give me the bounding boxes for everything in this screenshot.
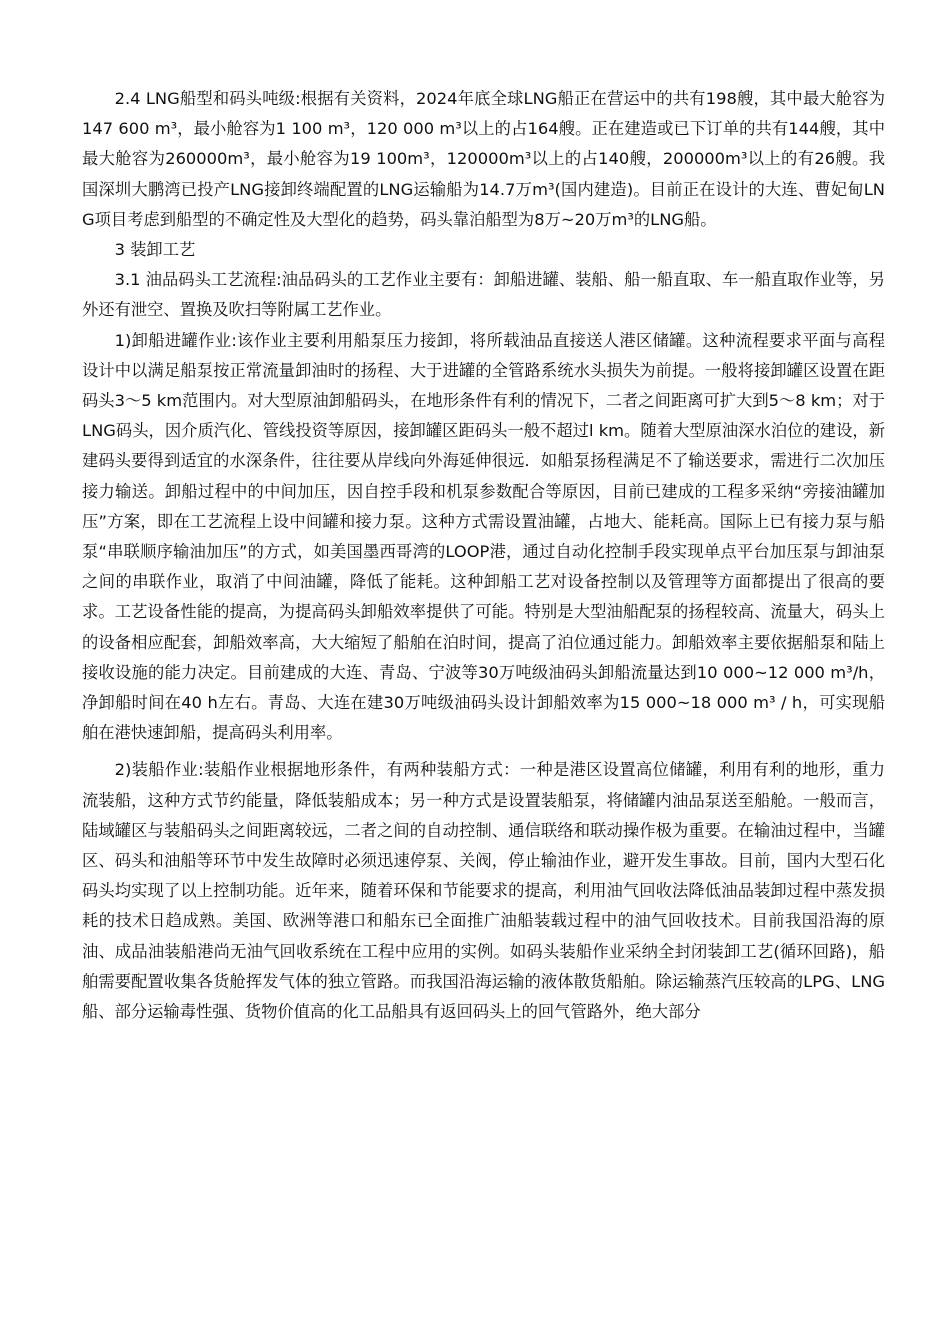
paragraph-text: 3.1 油品码头工艺流程:油品码头的工艺作业主要有：卸船进罐、装船、船一船直取、车一船直取作业等，另外还有泄空、置换及吹扫等附属工艺作业。 xyxy=(82,270,885,320)
paragraph-oil-terminal-process xyxy=(82,265,885,325)
document-page xyxy=(82,84,885,1027)
paragraph-unloading-operation xyxy=(82,326,885,749)
section-heading-loading-process xyxy=(82,235,885,265)
heading-text: 3 装卸工艺 xyxy=(114,240,196,260)
paragraph-loading-operation xyxy=(82,755,885,1027)
paragraph-lng-ship-types xyxy=(82,84,885,235)
paragraph-text: 1)卸船进罐作业:该作业主要利用船泵压力接卸，将所载油品直接送人港区储罐。这种流程要求平面与高程设计中以满足船泵按正常流量卸油时的扬程、大于进罐的全管路系统水头损失为前提。一般将接卸罐区设置在距码头3～5 km范围内。对大型原油卸船码头，在地形条件有利的情况下，二者之间距离可扩大到5～8 km；对于LNG码头，因介质汽化、管线投资等原因，接卸罐区距码头一般不超过l km。随着大型原油深水泊位的建设，新建码头要得到适宜的水深条件，往往要从岸线向外海延伸很远．如船泵扬程满足不了输送要求，需进行二次加压接力输送。卸船过程中的中间加压，因自控手段和机泵参数配合等原因，目前已建成的工程多采纳“旁接油罐加压”方案，即在工艺流程上设中间罐和接力泵。这种方式需设置油罐，占地大、能耗高。国际上已有接力泵与船泵“串联顺序输油加压”的方式，如美国墨西哥湾的LOOP港，通过自动化控制手段实现单点平台加压泵与卸油泵之间的串联作业，取消了中间油罐，降低了能耗。这种卸船工艺对设备控制以及管理等方面都提出了很高的要求。工艺设备性能的提高，为提高码头卸船效率提供了可能。特别是大型油船配泵的扬程较高、流量大，码头上的设备相应配套，卸船效率高，大大缩短了船舶在泊时间，提高了泊位通过能力。卸船效率主要依据船泵和陆上接收设施的能力决定。目前建成的大连、青岛、宁波等30万吨级油码头卸船流量达到10 000~12 000 m³/h，净卸船时间在40 h左右。青岛、大连在建30万吨级油码头设计卸船效率为15 000~18 000 m³ / h，可实现船舶在港快速卸船，提高码头利用率。 xyxy=(82,330,885,743)
paragraph-text: 2.4 LNG船型和码头吨级:根据有关资料，2024年底全球LNG船正在营运中的共有198艘，其中最大舱容为147 600 m³，最小舱容为1 100 m³，120 000 m³以上的占164艘。正在建造或已下订单的共有144艘，其中最大舱容为260000m³，最小舱容为19 100m³，120000m³以上的占140艘，200000m³以上的有26艘。我国深圳大鹏湾已投产LNG接卸终端配置的LNG运输船为14.7万m³(国内建造)。目前正在设计的大连、曹妃甸LNG项目考虑到船型的不确定性及大型化的趋势，码头靠泊船型为8万~20万m³的LNG船。 xyxy=(82,89,885,229)
paragraph-text: 2)装船作业:装船作业根据地形条件，有两种装船方式：一种是港区设置高位储罐，利用有利的地形，重力流装船，这种方式节约能量，降低装船成本；另一种方式是设置装船泵，将储罐内油品泵送至船舱。一般而言，陆域罐区与装船码头之间距离较远，二者之间的自动控制、通信联络和联动操作极为重要。在输油过程中，当罐区、码头和油船等环节中发生故障时必须迅速停泵、关阀，停止输油作业，避开发生事故。目前，国内大型石化码头均实现了以上控制功能。近年来，随着环保和节能要求的提高，利用油气回收法降低油品装卸过程中蒸发损耗的技术日趋成熟。美国、欧洲等港口和船东已全面推广油船装载过程中的油气回收技术。目前我国沿海的原油、成品油装船港尚无油气回收系统在工程中应用的实例。如码头装船作业采纳全封闭装卸工艺(循环回路)，船舶需要配置收集各货舱挥发气体的独立管路。而我国沿海运输的液体散货船舶。除运输蒸汽压较高的LPG、LNG船、部分运输毒性强、货物价值高的化工品船具有返回码头上的回气管路外，绝大部分 xyxy=(82,760,885,1022)
